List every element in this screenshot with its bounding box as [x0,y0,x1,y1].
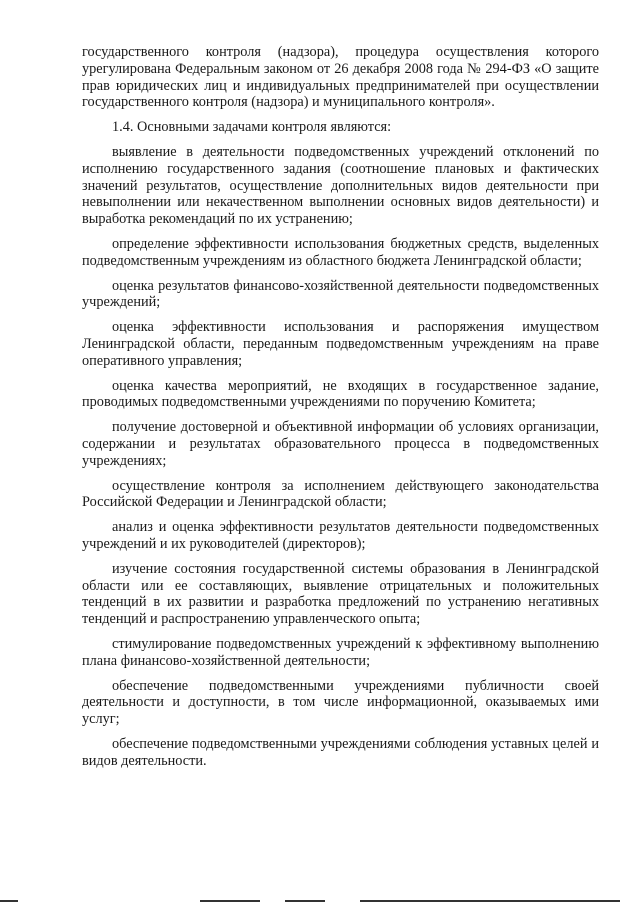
paragraph-task-10: стимулирование подведомственных учреждений к эффективному выполнению плана финансово-хозяйственной деятельности; [82,635,599,669]
paragraph-task-3: оценка результатов финансово-хозяйственной деятельности подведомственных учреждений; [82,277,599,311]
paragraph-task-11: обеспечение подведомственными учреждениями публичности своей деятельности и доступности, в том числе информационной, оказываемых ими услуг; [82,677,599,728]
scan-mark [360,900,620,902]
paragraph-intro-continuation: государственного контроля (надзора), процедура осуществления которого урегулирована Федеральным законом от 26 декабря 2008 года № 294-ФЗ «О защите прав юридических лиц и индивидуальных предпринимателей при осуществлении государственного контроля (надзора) и муниципального контроля». [82,44,599,111]
paragraph-task-12: обеспечение подведомственными учреждениями соблюдения уставных целей и видов деятельности. [82,735,599,769]
paragraph-task-6: получение достоверной и объективной информации об условиях организации, содержании и результатах образовательного процесса в подведомственных учреждениях; [82,419,599,469]
scan-mark [200,900,260,902]
paragraph-task-2: определение эффективности использования бюджетных средств, выделенных подведомственным учреждениям из областного бюджета Ленинградской области; [82,235,599,269]
document-body [82,44,599,777]
scan-edge-marks [0,898,640,905]
paragraph-task-7: осуществление контроля за исполнением действующего законодательства Российской Федерации и Ленинградской области; [82,477,599,511]
scan-mark [285,900,325,902]
paragraph-task-5: оценка качества мероприятий, не входящих в государственное задание, проводимых подведомственными учреждениями по поручению Комитета; [82,377,599,411]
paragraph-task-8: анализ и оценка эффективности результатов деятельности подведомственных учреждений и их руководителей (директоров); [82,519,599,552]
paragraph-task-4: оценка эффективности использования и распоряжения имуществом Ленинградской области, переданным подведомственным учреждениям на праве оперативного управления; [82,319,599,369]
paragraph-section-heading: 1.4. Основными задачами контроля являются: [112,119,392,136]
paragraph-task-1: выявление в деятельности подведомственных учреждений отклонений по исполнению государственного задания (соотношение плановых и фактических значений результатов, осуществление дополнительных видов деятельности при невыполнении или некачественном выполнении основных видов деятельности) и выработка рекомендаций по их устранению; [82,143,599,228]
scan-mark [0,900,18,902]
paragraph-task-9: изучение состояния государственной системы образования в Ленинградской области или ее составляющих, выявление отрицательных и положительных тенденций в их развитии и разработка предложений по устранению негативных тенденций и распространению управленческого опыта; [82,560,599,628]
